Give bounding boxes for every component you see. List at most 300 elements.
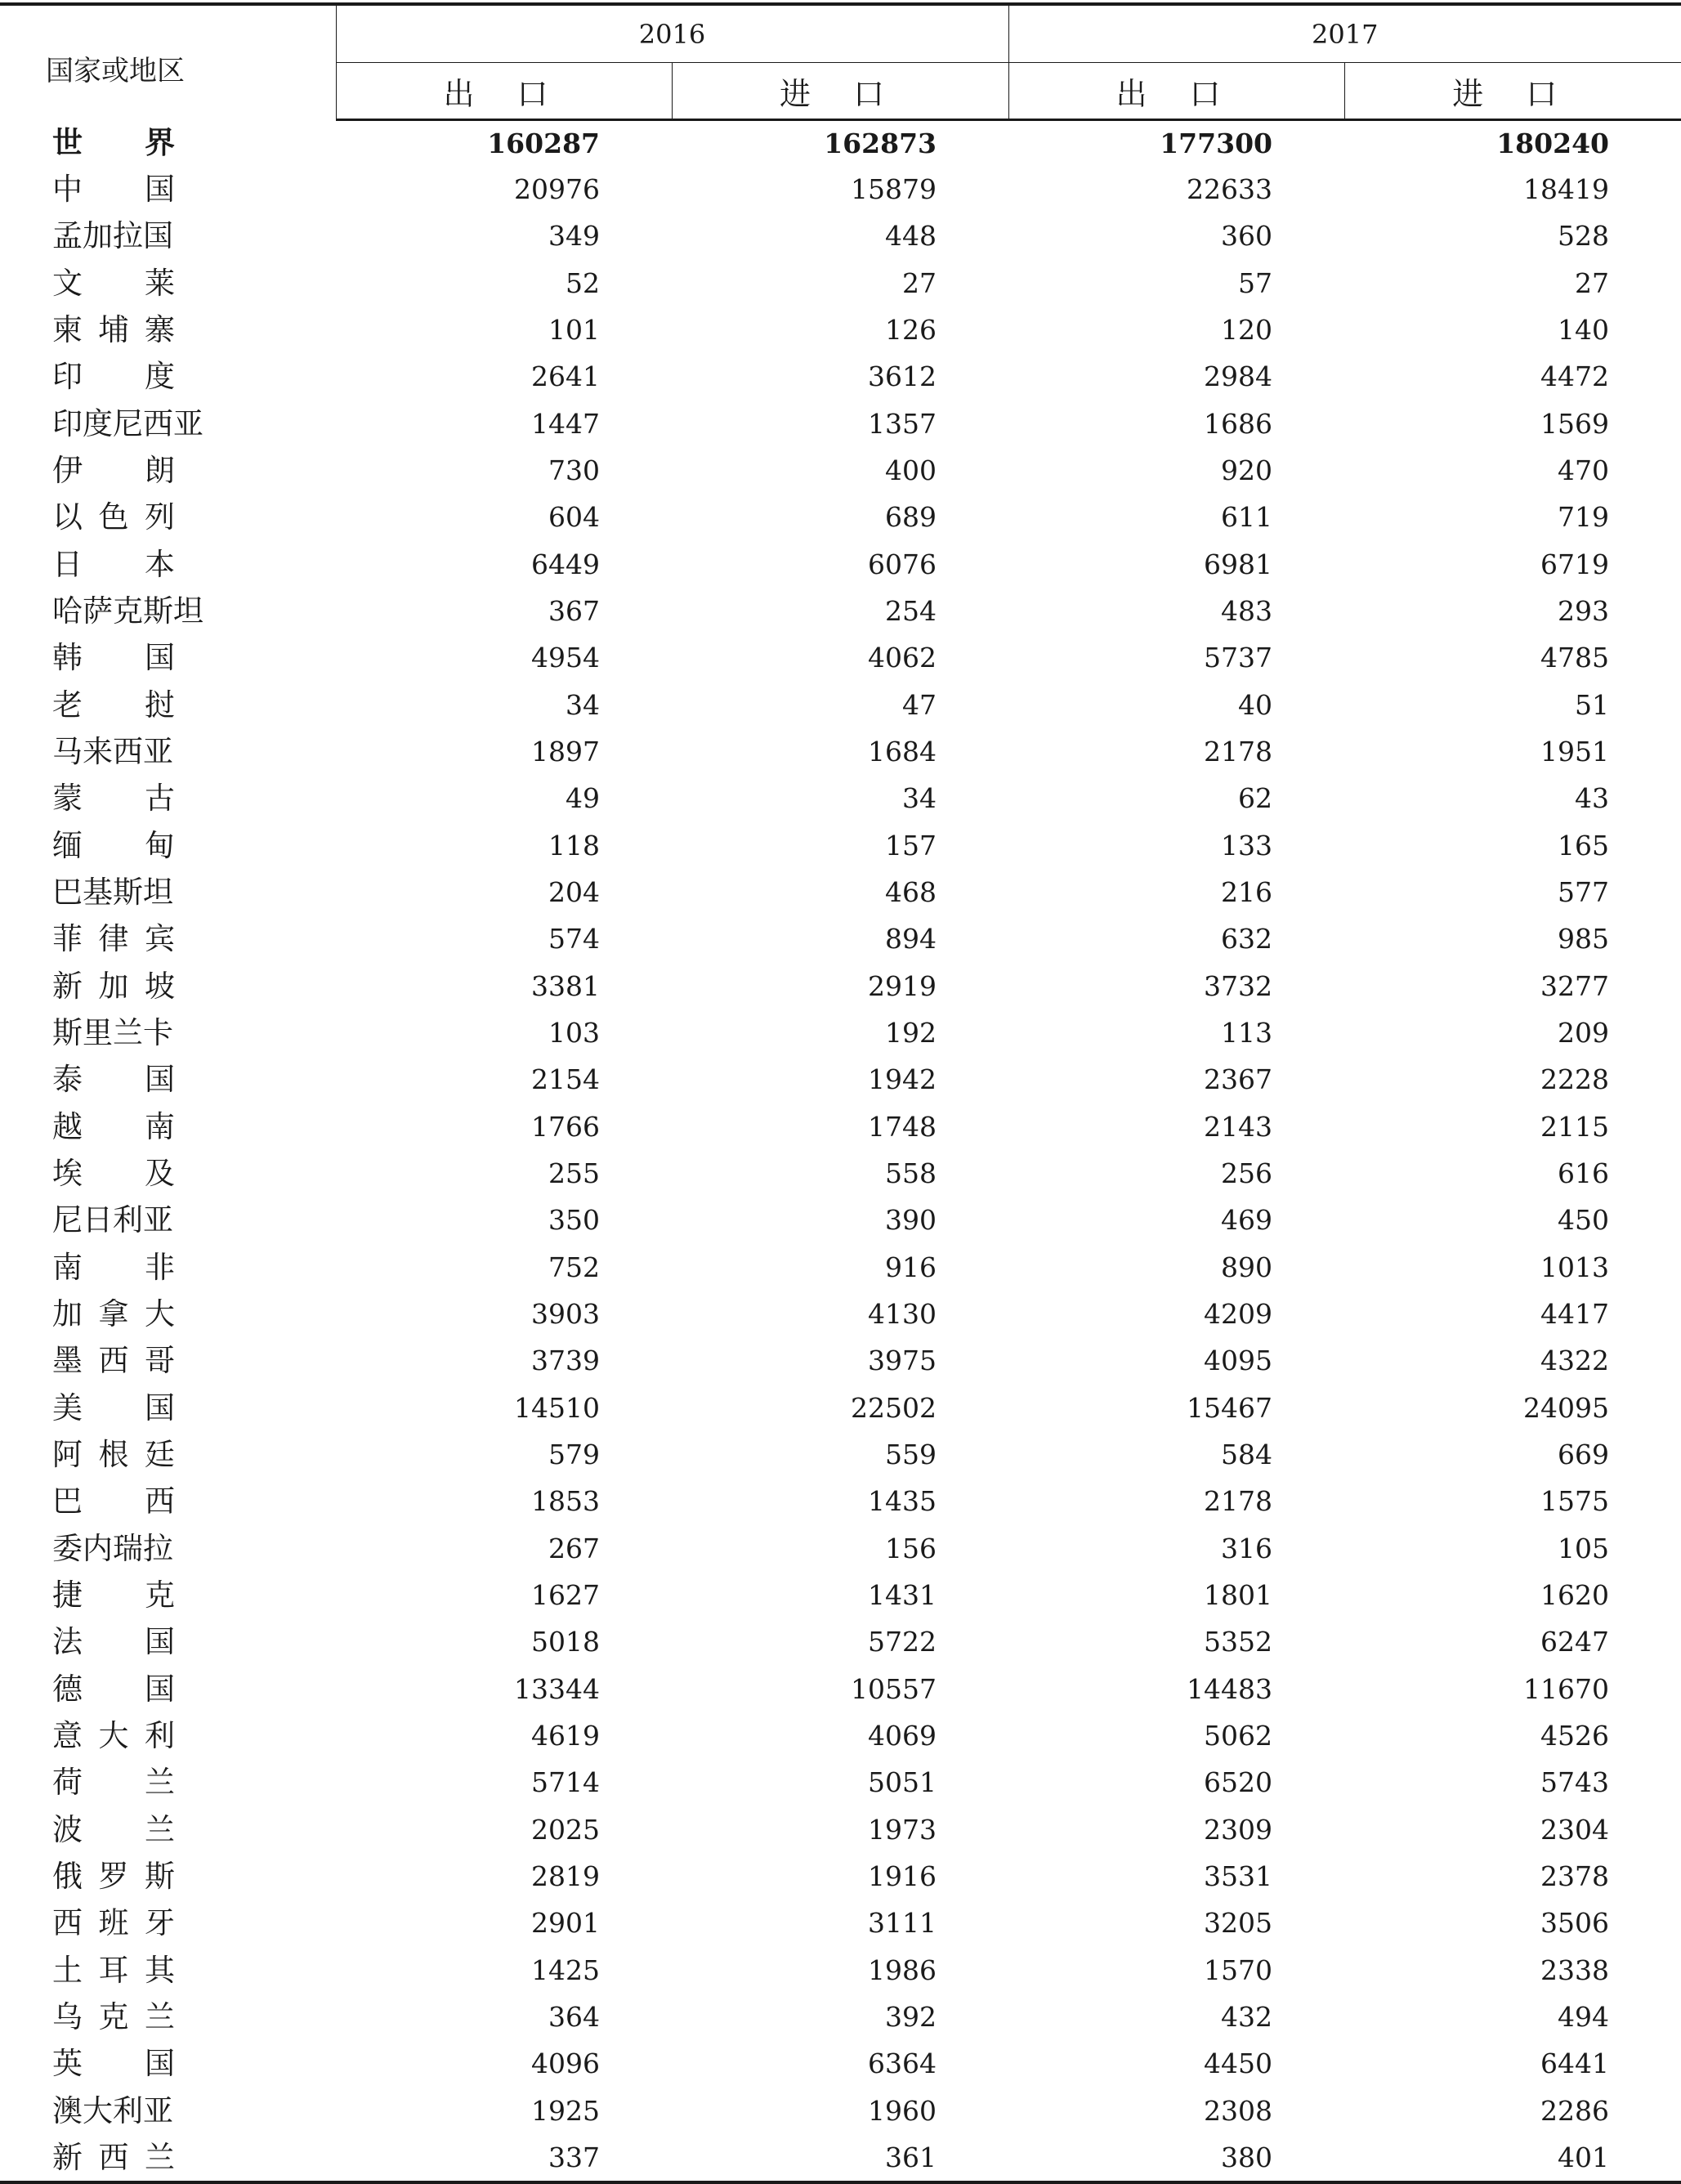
table-row (0, 260, 1681, 307)
value-cell-e2017: 4209 (1204, 1298, 1272, 1331)
value-cell-e2016: 2901 (531, 1907, 600, 1940)
country-name-cell (0, 1009, 336, 1056)
table-row (0, 1946, 1681, 1993)
value-cell-e2017: 5737 (1204, 642, 1272, 674)
country-name: 日 本 (52, 546, 175, 582)
table-row (0, 2040, 1681, 2087)
value-cell-i2017: 450 (1558, 1204, 1609, 1237)
value-cell-e2016: 160287 (487, 128, 600, 159)
value-cell-e2016: 5714 (531, 1766, 600, 1799)
table-row (0, 1525, 1681, 1572)
country-name: 柬 埔 寨 (52, 312, 175, 348)
table-row (0, 2087, 1681, 2133)
value-cell-e2017: 483 (1221, 595, 1272, 628)
value-cell-e2017: 2984 (1204, 360, 1272, 393)
value-cell-i2017: 2115 (1540, 1110, 1609, 1143)
value-cell-e2016: 2641 (531, 360, 600, 393)
table-row (0, 1056, 1681, 1103)
country-name: 斯里兰卡 (52, 1015, 173, 1051)
value-cell-i2017: 1951 (1540, 736, 1609, 768)
value-cell-e2016: 3903 (531, 1298, 600, 1331)
country-name-cell (0, 1337, 336, 1384)
value-cell-e2017: 4450 (1204, 2047, 1272, 2080)
value-cell-i2017: 1013 (1540, 1251, 1609, 1283)
value-cell-e2017: 2367 (1204, 1063, 1272, 1096)
country-name: 乌 克 兰 (52, 1998, 175, 2034)
value-cell-i2016: 156 (885, 1532, 937, 1564)
country-name-cell (0, 1712, 336, 1759)
value-cell-e2017: 120 (1221, 314, 1272, 347)
value-cell-i2016: 1960 (868, 2094, 937, 2127)
value-cell-e2017: 584 (1221, 1439, 1272, 1471)
value-cell-e2016: 5018 (531, 1626, 600, 1658)
value-cell-i2017: 4785 (1540, 642, 1609, 674)
value-cell-i2017: 105 (1558, 1532, 1609, 1564)
value-cell-e2016: 267 (548, 1532, 600, 1564)
country-name-cell (0, 260, 336, 307)
value-cell-i2017: 470 (1558, 454, 1609, 487)
value-cell-e2017: 3531 (1204, 1860, 1272, 1892)
country-name-cell (0, 1244, 336, 1291)
table-row (0, 728, 1681, 775)
value-cell-e2016: 101 (548, 314, 600, 347)
value-cell-i2016: 1435 (868, 1485, 937, 1518)
import-header-2017: 进 口 (1344, 63, 1681, 120)
country-name-cell (0, 1197, 336, 1243)
value-cell-e2017: 40 (1238, 688, 1272, 721)
country-name-cell (0, 1431, 336, 1478)
value-cell-e2016: 367 (548, 595, 600, 628)
value-cell-e2017: 216 (1221, 876, 1272, 909)
country-name: 墨 西 哥 (52, 1343, 175, 1379)
table-header (0, 4, 1681, 120)
value-cell-i2016: 3111 (868, 1907, 937, 1940)
country-name-cell (0, 1525, 336, 1572)
country-name-cell (0, 541, 336, 588)
value-cell-i2016: 468 (885, 876, 937, 909)
table-row (0, 1994, 1681, 2040)
value-cell-i2017: 24095 (1523, 1391, 1609, 1424)
value-cell-e2017: 611 (1221, 501, 1272, 534)
country-column-header: 国家或地区 (0, 4, 336, 120)
country-name-cell (0, 588, 336, 634)
value-cell-e2016: 337 (548, 2141, 600, 2173)
table-row (0, 120, 1681, 167)
value-cell-i2016: 1684 (868, 736, 937, 768)
value-cell-e2016: 13344 (514, 1672, 600, 1705)
country-name: 马来西亚 (52, 734, 173, 770)
country-name: 土 耳 其 (52, 1952, 175, 1988)
country-name: 泰 国 (52, 1062, 175, 1098)
country-name-cell (0, 1150, 336, 1197)
value-cell-i2017: 616 (1558, 1157, 1609, 1190)
value-cell-e2016: 1447 (531, 407, 600, 440)
country-name: 巴基斯坦 (52, 875, 173, 911)
value-cell-i2016: 6076 (868, 548, 937, 580)
value-cell-e2016: 4096 (531, 2047, 600, 2080)
country-name-cell (0, 494, 336, 540)
value-cell-i2016: 47 (902, 688, 937, 721)
country-name: 加 拿 大 (52, 1296, 175, 1332)
country-name: 阿 根 廷 (52, 1437, 175, 1473)
country-name: 以 色 列 (52, 499, 175, 535)
value-cell-i2016: 1973 (868, 1813, 937, 1846)
country-name: 菲 律 宾 (52, 921, 175, 957)
value-cell-i2016: 157 (885, 829, 937, 862)
value-cell-e2016: 1897 (531, 736, 600, 768)
value-cell-i2016: 192 (885, 1017, 937, 1049)
table-row (0, 1759, 1681, 1806)
value-cell-e2017: 113 (1221, 1017, 1272, 1049)
country-name-cell (0, 1478, 336, 1524)
value-cell-i2017: 669 (1558, 1439, 1609, 1471)
table-row (0, 588, 1681, 634)
country-name: 中 国 (52, 172, 175, 208)
value-cell-e2017: 3732 (1204, 969, 1272, 1002)
table-row (0, 682, 1681, 728)
country-name-cell (0, 963, 336, 1009)
value-cell-i2017: 6247 (1540, 1626, 1609, 1658)
table-row (0, 1806, 1681, 1852)
value-cell-i2017: 209 (1558, 1017, 1609, 1049)
table-row (0, 1337, 1681, 1384)
country-name: 印 度 (52, 359, 175, 395)
country-name: 澳大利亚 (52, 2092, 173, 2128)
country-name: 尼日利亚 (52, 1202, 173, 1238)
value-cell-e2016: 4954 (531, 642, 600, 674)
country-name: 孟加拉国 (52, 218, 173, 254)
value-cell-e2017: 316 (1221, 1532, 1272, 1564)
table-row (0, 1712, 1681, 1759)
table-row (0, 1666, 1681, 1712)
value-cell-e2017: 632 (1221, 923, 1272, 955)
country-name-cell (0, 401, 336, 447)
value-cell-i2016: 254 (885, 595, 937, 628)
table-row (0, 775, 1681, 821)
value-cell-i2016: 10557 (851, 1672, 937, 1705)
value-cell-i2016: 392 (885, 2000, 937, 2033)
country-name-cell (0, 1900, 336, 1946)
value-cell-e2017: 920 (1221, 454, 1272, 487)
value-cell-e2016: 349 (548, 220, 600, 253)
country-name: 德 国 (52, 1671, 175, 1707)
country-name-cell (0, 1994, 336, 2040)
country-name: 伊 朗 (52, 453, 175, 489)
country-name-cell (0, 166, 336, 213)
country-name: 哈萨克斯坦 (52, 593, 203, 629)
table-row (0, 353, 1681, 400)
value-cell-i2017: 18419 (1523, 173, 1609, 206)
table-row (0, 307, 1681, 353)
value-cell-e2016: 730 (548, 454, 600, 487)
country-name: 荷 兰 (52, 1765, 175, 1801)
country-name: 印度尼西亚 (52, 405, 203, 441)
table-row (0, 1900, 1681, 1946)
value-cell-e2016: 604 (548, 501, 600, 534)
table-row (0, 1618, 1681, 1665)
country-name: 英 国 (52, 2046, 175, 2082)
value-cell-e2017: 469 (1221, 1204, 1272, 1237)
table-row (0, 634, 1681, 681)
country-name: 美 国 (52, 1390, 175, 1425)
value-cell-i2016: 559 (885, 1439, 937, 1471)
table-row (0, 1197, 1681, 1243)
year-header-2016: 2016 (336, 4, 1008, 63)
value-cell-i2017: 2304 (1540, 1813, 1609, 1846)
country-name: 韩 国 (52, 640, 175, 676)
value-cell-i2017: 4472 (1540, 360, 1609, 393)
country-name: 世 界 (52, 124, 175, 161)
value-cell-i2017: 577 (1558, 876, 1609, 909)
table-row (0, 1150, 1681, 1197)
country-name-cell (0, 1666, 336, 1712)
value-cell-e2017: 3205 (1204, 1907, 1272, 1940)
value-cell-i2016: 3612 (868, 360, 937, 393)
country-name-cell (0, 634, 336, 681)
value-cell-i2016: 22502 (851, 1391, 937, 1424)
country-name: 南 非 (52, 1249, 175, 1285)
country-name: 老 挝 (52, 687, 175, 723)
country-name-cell (0, 307, 336, 353)
value-cell-e2017: 15467 (1187, 1391, 1272, 1424)
value-cell-e2017: 380 (1221, 2141, 1272, 2173)
import-header-2016: 进 口 (672, 63, 1008, 120)
value-cell-e2017: 2178 (1204, 1485, 1272, 1518)
value-cell-i2017: 180240 (1496, 128, 1609, 159)
value-cell-e2017: 177300 (1160, 128, 1272, 159)
country-name-cell (0, 120, 336, 167)
value-cell-e2017: 22633 (1187, 173, 1272, 206)
table-row (0, 915, 1681, 962)
value-cell-e2016: 204 (548, 876, 600, 909)
value-cell-i2017: 293 (1558, 595, 1609, 628)
value-cell-i2017: 140 (1558, 314, 1609, 347)
value-cell-i2016: 448 (885, 220, 937, 253)
country-name-cell (0, 1946, 336, 1993)
value-cell-e2017: 6520 (1204, 1766, 1272, 1799)
table-row (0, 869, 1681, 915)
value-cell-i2017: 4526 (1540, 1719, 1609, 1752)
value-cell-e2017: 256 (1221, 1157, 1272, 1190)
value-cell-i2017: 494 (1558, 2000, 1609, 2033)
value-cell-i2017: 2338 (1540, 1954, 1609, 1986)
country-name-cell (0, 447, 336, 494)
country-name: 缅 甸 (52, 827, 175, 863)
country-name-cell (0, 682, 336, 728)
trade-table-container (0, 2, 1681, 2184)
value-cell-e2017: 2309 (1204, 1813, 1272, 1846)
value-cell-i2016: 1916 (868, 1860, 937, 1892)
country-name: 委内瑞拉 (52, 1530, 173, 1566)
value-cell-e2017: 1801 (1204, 1579, 1272, 1611)
table-row (0, 1244, 1681, 1291)
value-cell-i2017: 165 (1558, 829, 1609, 862)
table-row (0, 1103, 1681, 1150)
country-name-cell (0, 915, 336, 962)
value-cell-e2016: 255 (548, 1157, 600, 1190)
country-name-cell (0, 1572, 336, 1618)
country-name-cell (0, 1853, 336, 1900)
country-name: 波 兰 (52, 1811, 175, 1847)
value-cell-i2016: 5722 (868, 1626, 937, 1658)
value-cell-i2017: 2286 (1540, 2094, 1609, 2127)
value-cell-i2017: 1569 (1540, 407, 1609, 440)
value-cell-i2016: 390 (885, 1204, 937, 1237)
value-cell-e2016: 364 (548, 2000, 600, 2033)
value-cell-e2016: 2154 (531, 1063, 600, 1096)
value-cell-i2016: 4130 (868, 1298, 937, 1331)
country-name: 新 加 坡 (52, 968, 175, 1004)
value-cell-e2016: 118 (548, 829, 600, 862)
value-cell-e2016: 4619 (531, 1719, 600, 1752)
value-cell-e2016: 34 (566, 688, 600, 721)
value-cell-i2016: 15879 (851, 173, 937, 206)
value-cell-i2016: 162873 (824, 128, 937, 159)
value-cell-i2016: 4069 (868, 1719, 937, 1752)
country-name: 蒙 古 (52, 781, 175, 817)
country-name-cell (0, 1618, 336, 1665)
value-cell-e2016: 1853 (531, 1485, 600, 1518)
value-cell-e2016: 350 (548, 1204, 600, 1237)
value-cell-e2016: 20976 (514, 173, 600, 206)
country-name-cell (0, 869, 336, 915)
country-name: 新 西 兰 (52, 2139, 175, 2175)
country-name-cell (0, 1056, 336, 1103)
table-row (0, 1385, 1681, 1431)
value-cell-e2017: 432 (1221, 2000, 1272, 2033)
value-cell-e2017: 890 (1221, 1251, 1272, 1283)
value-cell-i2017: 27 (1575, 266, 1609, 299)
value-cell-e2017: 6981 (1204, 548, 1272, 580)
country-name: 越 南 (52, 1108, 175, 1144)
value-cell-i2016: 126 (885, 314, 937, 347)
value-cell-e2016: 2819 (531, 1860, 600, 1892)
value-cell-e2016: 2025 (531, 1813, 600, 1846)
country-name-cell (0, 2040, 336, 2087)
country-name-cell (0, 353, 336, 400)
value-cell-e2016: 574 (548, 923, 600, 955)
country-name-cell (0, 1103, 336, 1150)
value-cell-i2016: 6364 (868, 2047, 937, 2080)
value-cell-e2016: 1627 (531, 1579, 600, 1611)
country-name-cell (0, 1385, 336, 1431)
value-cell-i2016: 361 (885, 2141, 937, 2173)
value-cell-e2016: 3381 (531, 969, 600, 1002)
value-cell-i2016: 1357 (868, 407, 937, 440)
country-name-cell (0, 1759, 336, 1806)
value-cell-i2016: 5051 (868, 1766, 937, 1799)
table-row (0, 822, 1681, 869)
country-name-cell (0, 2134, 336, 2181)
value-cell-e2017: 1570 (1204, 1954, 1272, 1986)
value-cell-e2017: 57 (1238, 266, 1272, 299)
value-cell-i2017: 4322 (1540, 1345, 1609, 1377)
value-cell-i2017: 4417 (1540, 1298, 1609, 1331)
country-name-cell (0, 728, 336, 775)
value-cell-i2017: 43 (1575, 782, 1609, 815)
value-cell-i2017: 3506 (1540, 1907, 1609, 1940)
table-row (0, 1572, 1681, 1618)
value-cell-i2017: 51 (1575, 688, 1609, 721)
value-cell-e2017: 14483 (1187, 1672, 1272, 1705)
value-cell-i2016: 689 (885, 501, 937, 534)
table-body (0, 120, 1681, 2182)
value-cell-i2016: 2919 (868, 969, 937, 1002)
value-cell-i2016: 916 (885, 1251, 937, 1283)
table-row (0, 541, 1681, 588)
value-cell-e2017: 4095 (1204, 1345, 1272, 1377)
value-cell-i2016: 894 (885, 923, 937, 955)
value-cell-e2016: 103 (548, 1017, 600, 1049)
value-cell-e2017: 1686 (1204, 407, 1272, 440)
country-name-cell (0, 2087, 336, 2133)
value-cell-i2017: 401 (1558, 2141, 1609, 2173)
value-cell-e2016: 752 (548, 1251, 600, 1283)
country-name: 意 大 利 (52, 1717, 175, 1753)
value-cell-e2016: 1766 (531, 1110, 600, 1143)
value-cell-e2016: 1425 (531, 1954, 600, 1986)
value-cell-e2017: 5352 (1204, 1626, 1272, 1658)
table-row (0, 401, 1681, 447)
value-cell-i2017: 11670 (1523, 1672, 1609, 1705)
country-name-cell (0, 775, 336, 821)
value-cell-e2017: 62 (1238, 782, 1272, 815)
value-cell-i2017: 2228 (1540, 1063, 1609, 1096)
value-cell-e2017: 5062 (1204, 1719, 1272, 1752)
value-cell-e2016: 14510 (514, 1391, 600, 1424)
value-cell-e2016: 49 (566, 782, 600, 815)
value-cell-e2017: 133 (1221, 829, 1272, 862)
value-cell-i2017: 719 (1558, 501, 1609, 534)
value-cell-i2017: 2378 (1540, 1860, 1609, 1892)
table-row (0, 1291, 1681, 1337)
table-row (0, 963, 1681, 1009)
table-row (0, 213, 1681, 259)
value-cell-i2016: 1942 (868, 1063, 937, 1096)
country-name-cell (0, 822, 336, 869)
value-cell-e2016: 52 (566, 266, 600, 299)
value-cell-i2016: 400 (885, 454, 937, 487)
table-row (0, 1853, 1681, 1900)
country-name-cell (0, 213, 336, 259)
value-cell-i2017: 1620 (1540, 1579, 1609, 1611)
value-cell-i2017: 5743 (1540, 1766, 1609, 1799)
table-row (0, 1009, 1681, 1056)
year-header-2017: 2017 (1008, 4, 1681, 63)
table-row (0, 447, 1681, 494)
table-row (0, 2134, 1681, 2181)
value-cell-e2016: 1925 (531, 2094, 600, 2127)
country-name: 西 班 牙 (52, 1905, 175, 1941)
country-name: 捷 克 (52, 1578, 175, 1613)
value-cell-i2016: 1986 (868, 1954, 937, 1986)
value-cell-i2016: 4062 (868, 642, 937, 674)
export-header-2016: 出 口 (336, 63, 672, 120)
table-row (0, 1478, 1681, 1524)
value-cell-i2016: 558 (885, 1157, 937, 1190)
value-cell-e2017: 2178 (1204, 736, 1272, 768)
value-cell-i2017: 6441 (1540, 2047, 1609, 2080)
table-row (0, 166, 1681, 213)
value-cell-i2016: 3975 (868, 1345, 937, 1377)
country-name: 法 国 (52, 1624, 175, 1660)
value-cell-i2017: 3277 (1540, 969, 1609, 1002)
value-cell-e2017: 2143 (1204, 1110, 1272, 1143)
value-cell-e2017: 2308 (1204, 2094, 1272, 2127)
value-cell-i2016: 1431 (868, 1579, 937, 1611)
value-cell-i2017: 1575 (1540, 1485, 1609, 1518)
value-cell-i2016: 1748 (868, 1110, 937, 1143)
